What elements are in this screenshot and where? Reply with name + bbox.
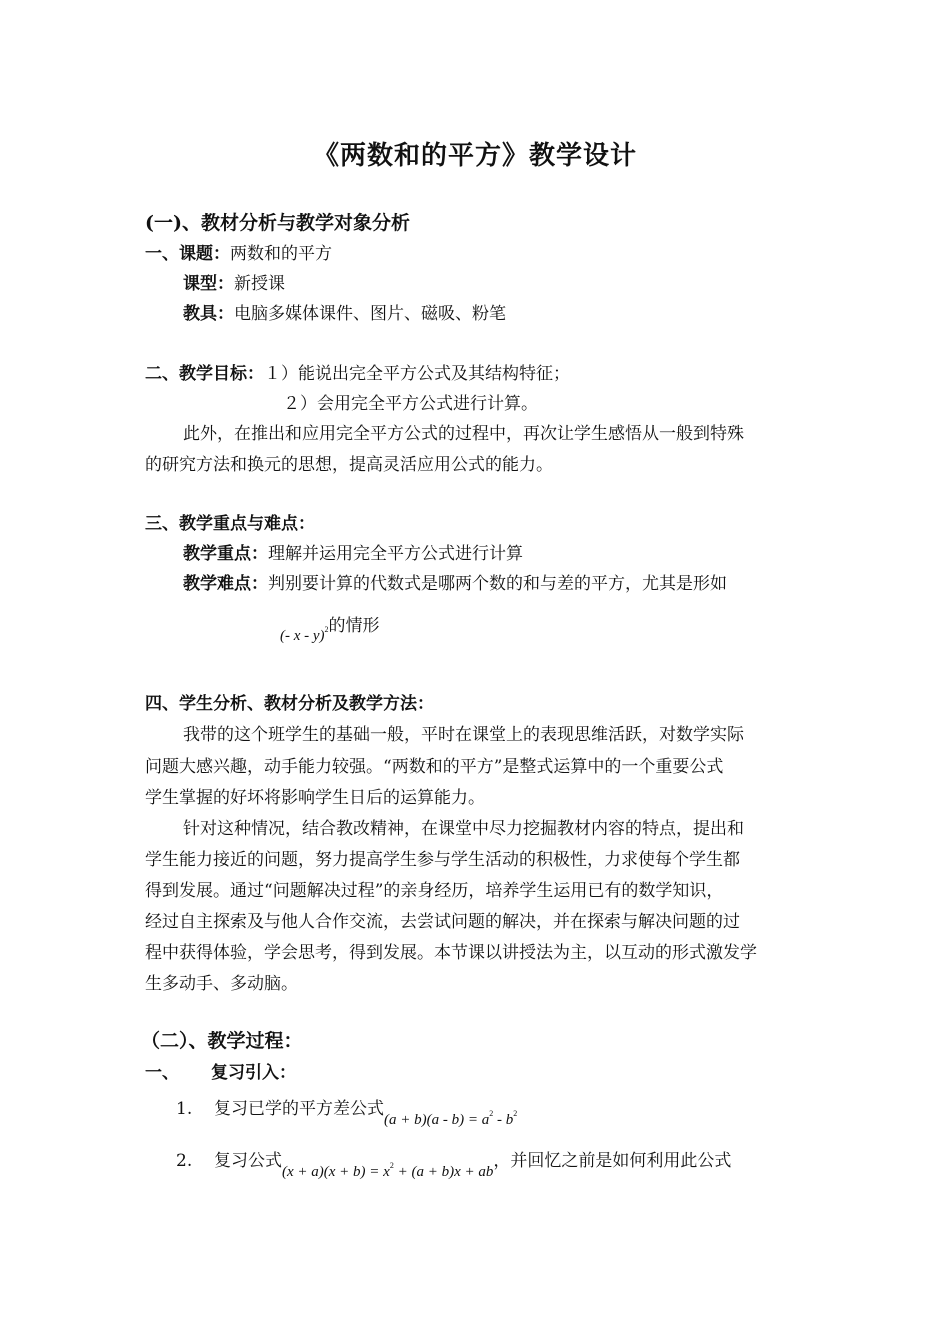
goal-2: ２）会用完全平方公式进行计算。 [283, 394, 538, 414]
analysis-p2-line-5: 程中获得体验，学会思考，得到发展。本节课以讲授法为主，以互动的形式激发学 [145, 943, 757, 963]
product-formula: $(x + a)(x + b) = x^2 + (a + b)x$ + ab [282, 1161, 494, 1180]
key-point-label: 教学重点： [183, 544, 268, 564]
difficulty-label: 教学难点： [183, 574, 268, 594]
topic-line [145, 243, 332, 265]
analysis-p1-line-1: 我带的这个班学生的基础一般，平时在课堂上的表现思维活跃，对数学实际 [183, 725, 744, 745]
goals-label: 二、教学目标： [145, 364, 264, 384]
review-heading [145, 1062, 296, 1084]
item-2-number: 2. [176, 1151, 193, 1171]
document-title: 《两数和的平方》教学设计 [312, 141, 637, 171]
lesson-type-value: 新授课 [234, 274, 285, 294]
analysis-p1-line-2: 问题大感兴趣，动手能力较强。“两数和的平方”是整式运算中的一个重要公式 [145, 757, 724, 777]
goal-1: １）能说出完全平方公式及其结构特征； [264, 364, 570, 384]
review-label: 复习引入： [211, 1063, 296, 1083]
analysis-p1-line-3: 学生掌握的好坏将影响学生日后的运算能力。 [145, 788, 485, 808]
item-1-number: 1. [176, 1099, 193, 1119]
lesson-type-label: 课型： [183, 274, 234, 294]
analysis-p2-line-3: 得到发展。通过“问题解决过程”的亲身经历，培养学生运用已有的数学知识， [145, 881, 724, 901]
item-2-text: 复习公式 [214, 1151, 282, 1171]
item-2-tail: ，并回忆之前是如何利用此公式 [493, 1151, 732, 1171]
section-heading-part1: (一)、教材分析与教学对象分析 [145, 212, 410, 234]
goals-paragraph-line-1: 此外，在推出和应用完全平方公式的过程中，再次让学生感悟从一般到特殊 [183, 424, 744, 444]
topic-label: 一、课题： [145, 244, 230, 264]
key-points-heading: 三、教学重点与难点： [145, 514, 315, 534]
difference-of-squares-formula: $(a + b)(a - b) = a^2 - b^2$ [384, 1109, 518, 1128]
teaching-tools-value: 电脑多媒体课件、图片、磁吸、粉笔 [234, 304, 506, 324]
key-point-value: 理解并运用完全平方公式进行计算 [268, 544, 523, 564]
item-1-text: 复习已学的平方差公式 [214, 1099, 384, 1119]
teaching-tools-line [183, 303, 506, 325]
topic-value: 两数和的平方 [230, 244, 332, 264]
difficulty-formula: (- x - y)$^2$ [280, 625, 329, 644]
analysis-p2-line-2: 学生能力接近的问题，努力提高学生参与学生活动的积极性，力求使每个学生都 [145, 850, 740, 870]
analysis-p2-line-4: 经过自主探索及与他人合作交流，去尝试问题的解决，并在探索与解决问题的过 [145, 912, 740, 932]
key-point-line [183, 543, 523, 565]
analysis-p2-line-1: 针对这种情况，结合教改精神，在课堂中尽力挖掘教材内容的特点，提出和 [183, 819, 744, 839]
difficulty-formula-line [280, 610, 380, 644]
difficulty-formula-tail: 的情形 [328, 616, 380, 636]
goals-line-1 [145, 363, 570, 385]
lesson-type-line [183, 273, 285, 295]
difficulty-value: 判别要计算的代数式是哪两个数的和与差的平方，尤其是形如 [268, 574, 727, 594]
teaching-tools-label: 教具： [183, 304, 234, 324]
section-heading-part2: （二）、教学过程： [141, 1030, 303, 1052]
review-number: 一、 [145, 1063, 179, 1083]
analysis-heading: 四、学生分析、教材分析及教学方法： [145, 694, 434, 714]
goals-paragraph-line-2: 的研究方法和换元的思想，提高灵活应用公式的能力。 [145, 455, 553, 475]
review-item-2 [176, 1145, 732, 1180]
difficulty-line [183, 573, 727, 595]
review-item-1 [176, 1093, 518, 1128]
analysis-p2-line-6: 生多动手、多动脑。 [145, 974, 298, 994]
